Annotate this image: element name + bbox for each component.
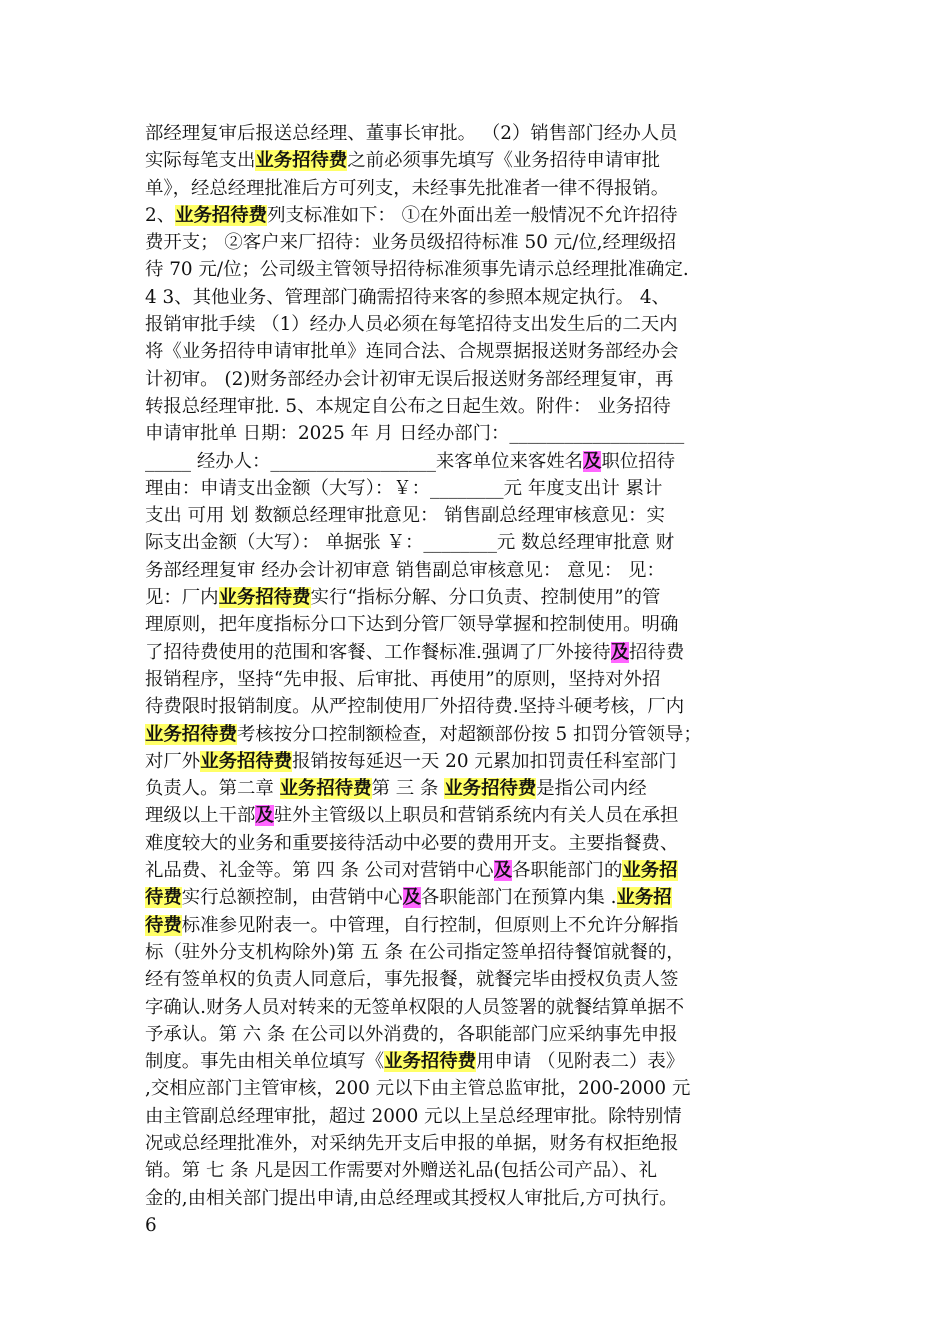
text-segment: 将《业务招待申请审批单》连同合法、合规票据报送财务部经办会	[145, 341, 679, 363]
text-line	[145, 1157, 810, 1184]
text-segment: 标（驻外分支机构除外)第 五 条 在公司指定签单招待餐馆就餐的，	[145, 941, 685, 963]
text-line	[145, 693, 810, 720]
text-segment: 报销审批手续 （1）经办人员必须在每笔招待支出发生后的二天内	[145, 314, 678, 336]
text-segment: 际支出金额（大写）： 单据张 ￥：________元 数总经理审批意 财	[145, 532, 675, 554]
document-body	[145, 120, 810, 1239]
highlighted-keyword: 业务招待费	[218, 587, 311, 609]
text-segment: 用申请 （见附表二）表》	[476, 1051, 685, 1073]
text-line	[145, 939, 810, 966]
highlighted-keyword: 业务招待费	[279, 778, 372, 800]
text-segment: 实行总额控制，由营销中心	[181, 887, 403, 909]
highlighted-keyword: 业务招	[622, 860, 678, 882]
text-segment: 报销程序，坚持“先申报、后审批、再使用”的原则，坚持对外招	[145, 668, 661, 690]
text-line	[145, 284, 810, 311]
text-line	[145, 721, 810, 748]
text-segment: 难度较大的业务和重要接待活动中必要的费用开支。主要指餐费、	[145, 832, 679, 854]
text-line	[145, 912, 810, 939]
text-segment: 驻外主管级以上职员和营销系统内有关人员在承担	[273, 805, 679, 827]
highlighted-conjunction: 及	[493, 860, 512, 882]
text-line	[145, 229, 810, 256]
text-segment: 列支标准如下： ①在外面出差一般情况不允许招待	[267, 204, 678, 226]
text-segment: 务部经理复审 经办会计初审意 销售副总审核意见： 意见： 见：	[145, 559, 665, 581]
text-segment: 理原则，把年度指标分口下达到分管厂领导掌握和控制使用。明确	[145, 614, 679, 636]
text-line	[145, 1075, 810, 1102]
text-line	[145, 857, 810, 884]
text-line	[145, 748, 810, 775]
highlighted-keyword: 业务招待费	[200, 750, 293, 772]
highlighted-conjunction: 及	[255, 805, 274, 827]
text-line	[145, 1103, 810, 1130]
text-segment: 申请审批单 日期：2025 年 月 日经办部门：___________________	[145, 423, 685, 445]
text-line	[145, 1185, 810, 1212]
text-line	[145, 448, 810, 475]
text-segment: 4 3、其他业务、管理部门确需招待来客的参照本规定执行。 4、	[145, 286, 670, 308]
text-segment: 各职能部门的	[511, 860, 623, 882]
text-line	[145, 120, 810, 147]
text-line	[145, 393, 810, 420]
text-line	[145, 147, 810, 174]
text-segment: 见：厂内	[145, 587, 219, 609]
text-line	[145, 1212, 810, 1239]
text-line	[145, 1130, 810, 1157]
text-segment: 部经理复审后报送总经理、董事长审批。 （2）销售部门经办人员	[145, 123, 678, 144]
text-line	[145, 994, 810, 1021]
text-line	[145, 557, 810, 584]
text-segment: 考核按分口控制额检查，对超额部份按 5 扣罚分管领导；	[236, 723, 702, 745]
text-segment: 之前必须事先填写《业务招待申请审批	[347, 150, 660, 172]
text-line	[145, 666, 810, 693]
highlighted-conjunction: 及	[610, 641, 630, 663]
text-segment: 理由：申请支出金额（大写）：￥：________元 年度支出计 累计	[145, 477, 663, 499]
text-segment: 转报总经理审批. 5、本规定自公布之日起生效。附件： 业务招待	[145, 395, 671, 417]
text-segment: 实际每笔支出	[145, 150, 256, 172]
text-segment: 招待费	[629, 641, 685, 663]
text-segment: 第 三 条	[371, 778, 445, 800]
text-segment: 礼品费、礼金等。第 四 条 公司对营销中心	[145, 860, 494, 882]
text-segment: 计初审。 (2)财务部经办会计初审无误后报送财务部经理复审，再	[145, 368, 674, 390]
text-line	[145, 420, 810, 447]
text-segment: 由主管副总经理审批，超过 2000 元以上呈总经理审批。除特别情	[145, 1105, 682, 1127]
highlighted-keyword: 业务招待费	[384, 1051, 477, 1073]
text-line	[145, 966, 810, 993]
text-segment: 费开支； ②客户来厂招待：业务员级招待标准 50 元/位,经理级招	[145, 232, 677, 254]
text-line	[145, 311, 810, 338]
text-line	[145, 529, 810, 556]
text-segment: 理级以上干部	[145, 805, 256, 827]
text-segment: 经有签单权的负责人同意后，事先报餐，就餐完毕由授权负责人签	[145, 969, 679, 991]
highlighted-keyword: 待费	[145, 887, 182, 909]
text-segment: ,交相应部门主管审核，200 元以下由主管总监审批，200-2000 元	[145, 1078, 691, 1100]
highlighted-keyword: 业务招待费	[145, 723, 237, 745]
text-segment: 制度。事先由相关单位填写《	[145, 1051, 385, 1073]
text-line	[145, 1021, 810, 1048]
text-line	[145, 830, 810, 857]
text-segment: 是指公司内经	[536, 778, 647, 800]
text-segment: 标准参见附表一。中管理，自行控制，但原则上不允许分解指	[181, 914, 679, 936]
text-line	[145, 256, 810, 283]
text-line	[145, 366, 810, 393]
text-segment: 待费限时报销制度。从严控制使用厂外招待费.坚持斗硬考核，厂内	[145, 696, 685, 718]
text-segment: 字确认.财务人员对转来的无签单权限的人员签署的就餐结算单据不	[145, 996, 685, 1018]
text-line	[145, 611, 810, 638]
text-segment: 了招待费使用的范围和客餐、工作餐标准.强调了厂外接待	[145, 641, 611, 663]
text-line	[145, 502, 810, 529]
text-line	[145, 475, 810, 502]
text-segment: 待 70 元/位；公司级主管领导招待标准须事先请示总经理批准确定.	[145, 259, 689, 281]
highlighted-conjunction: 及	[583, 450, 602, 472]
highlighted-conjunction: 及	[402, 887, 421, 909]
text-segment: 2、	[145, 204, 176, 226]
text-line	[145, 338, 810, 365]
text-segment: 况或总经理批准外，对采纳先开支后申报的单据，财务有权拒绝报	[145, 1132, 679, 1154]
highlighted-keyword: 业务招待费	[444, 778, 537, 800]
highlighted-keyword: 业务招	[616, 887, 672, 909]
text-segment: 予承认。第 六 条 在公司以外消费的，各职能部门应采纳事先申报	[145, 1023, 678, 1045]
text-segment: 销。第 七 条 凡是因工作需要对外赠送礼品(包括公司产品）、礼	[145, 1160, 658, 1182]
text-segment: 6	[145, 1214, 157, 1236]
text-segment: _____ 经办人：__________________来客单位来客姓名	[145, 450, 584, 472]
highlighted-keyword: 业务招待费	[175, 204, 268, 226]
text-segment: 各职能部门在预算内集 .	[420, 887, 617, 909]
text-line	[145, 1048, 810, 1075]
text-segment: 职位招待	[601, 450, 676, 472]
text-line	[145, 202, 810, 229]
text-line	[145, 639, 810, 666]
highlighted-keyword: 业务招待费	[255, 150, 348, 172]
text-line	[145, 884, 810, 911]
text-line	[145, 175, 810, 202]
text-line	[145, 802, 810, 829]
text-segment: 负责人。第二章	[145, 778, 280, 800]
text-segment: 金的,由相关部门提出申请,由总经理或其授权人审批后,方可执行。	[145, 1187, 678, 1209]
text-segment: 支出 可用 划 数额总经理审批意见： 销售副总经理审核意见：实	[145, 505, 665, 527]
text-segment: 单》，经总经理批准后方可列支，未经事先批准者一律不得报销。	[145, 177, 670, 199]
text-segment: 实行“指标分解、分口负责、控制使用”的管	[310, 587, 661, 609]
text-line	[145, 584, 810, 611]
highlighted-keyword: 待费	[145, 914, 182, 936]
text-line	[145, 775, 810, 802]
text-segment: 报销按每延迟一天 20 元累加扣罚责任科室部门	[292, 750, 677, 772]
text-segment: 对厂外	[145, 750, 201, 772]
